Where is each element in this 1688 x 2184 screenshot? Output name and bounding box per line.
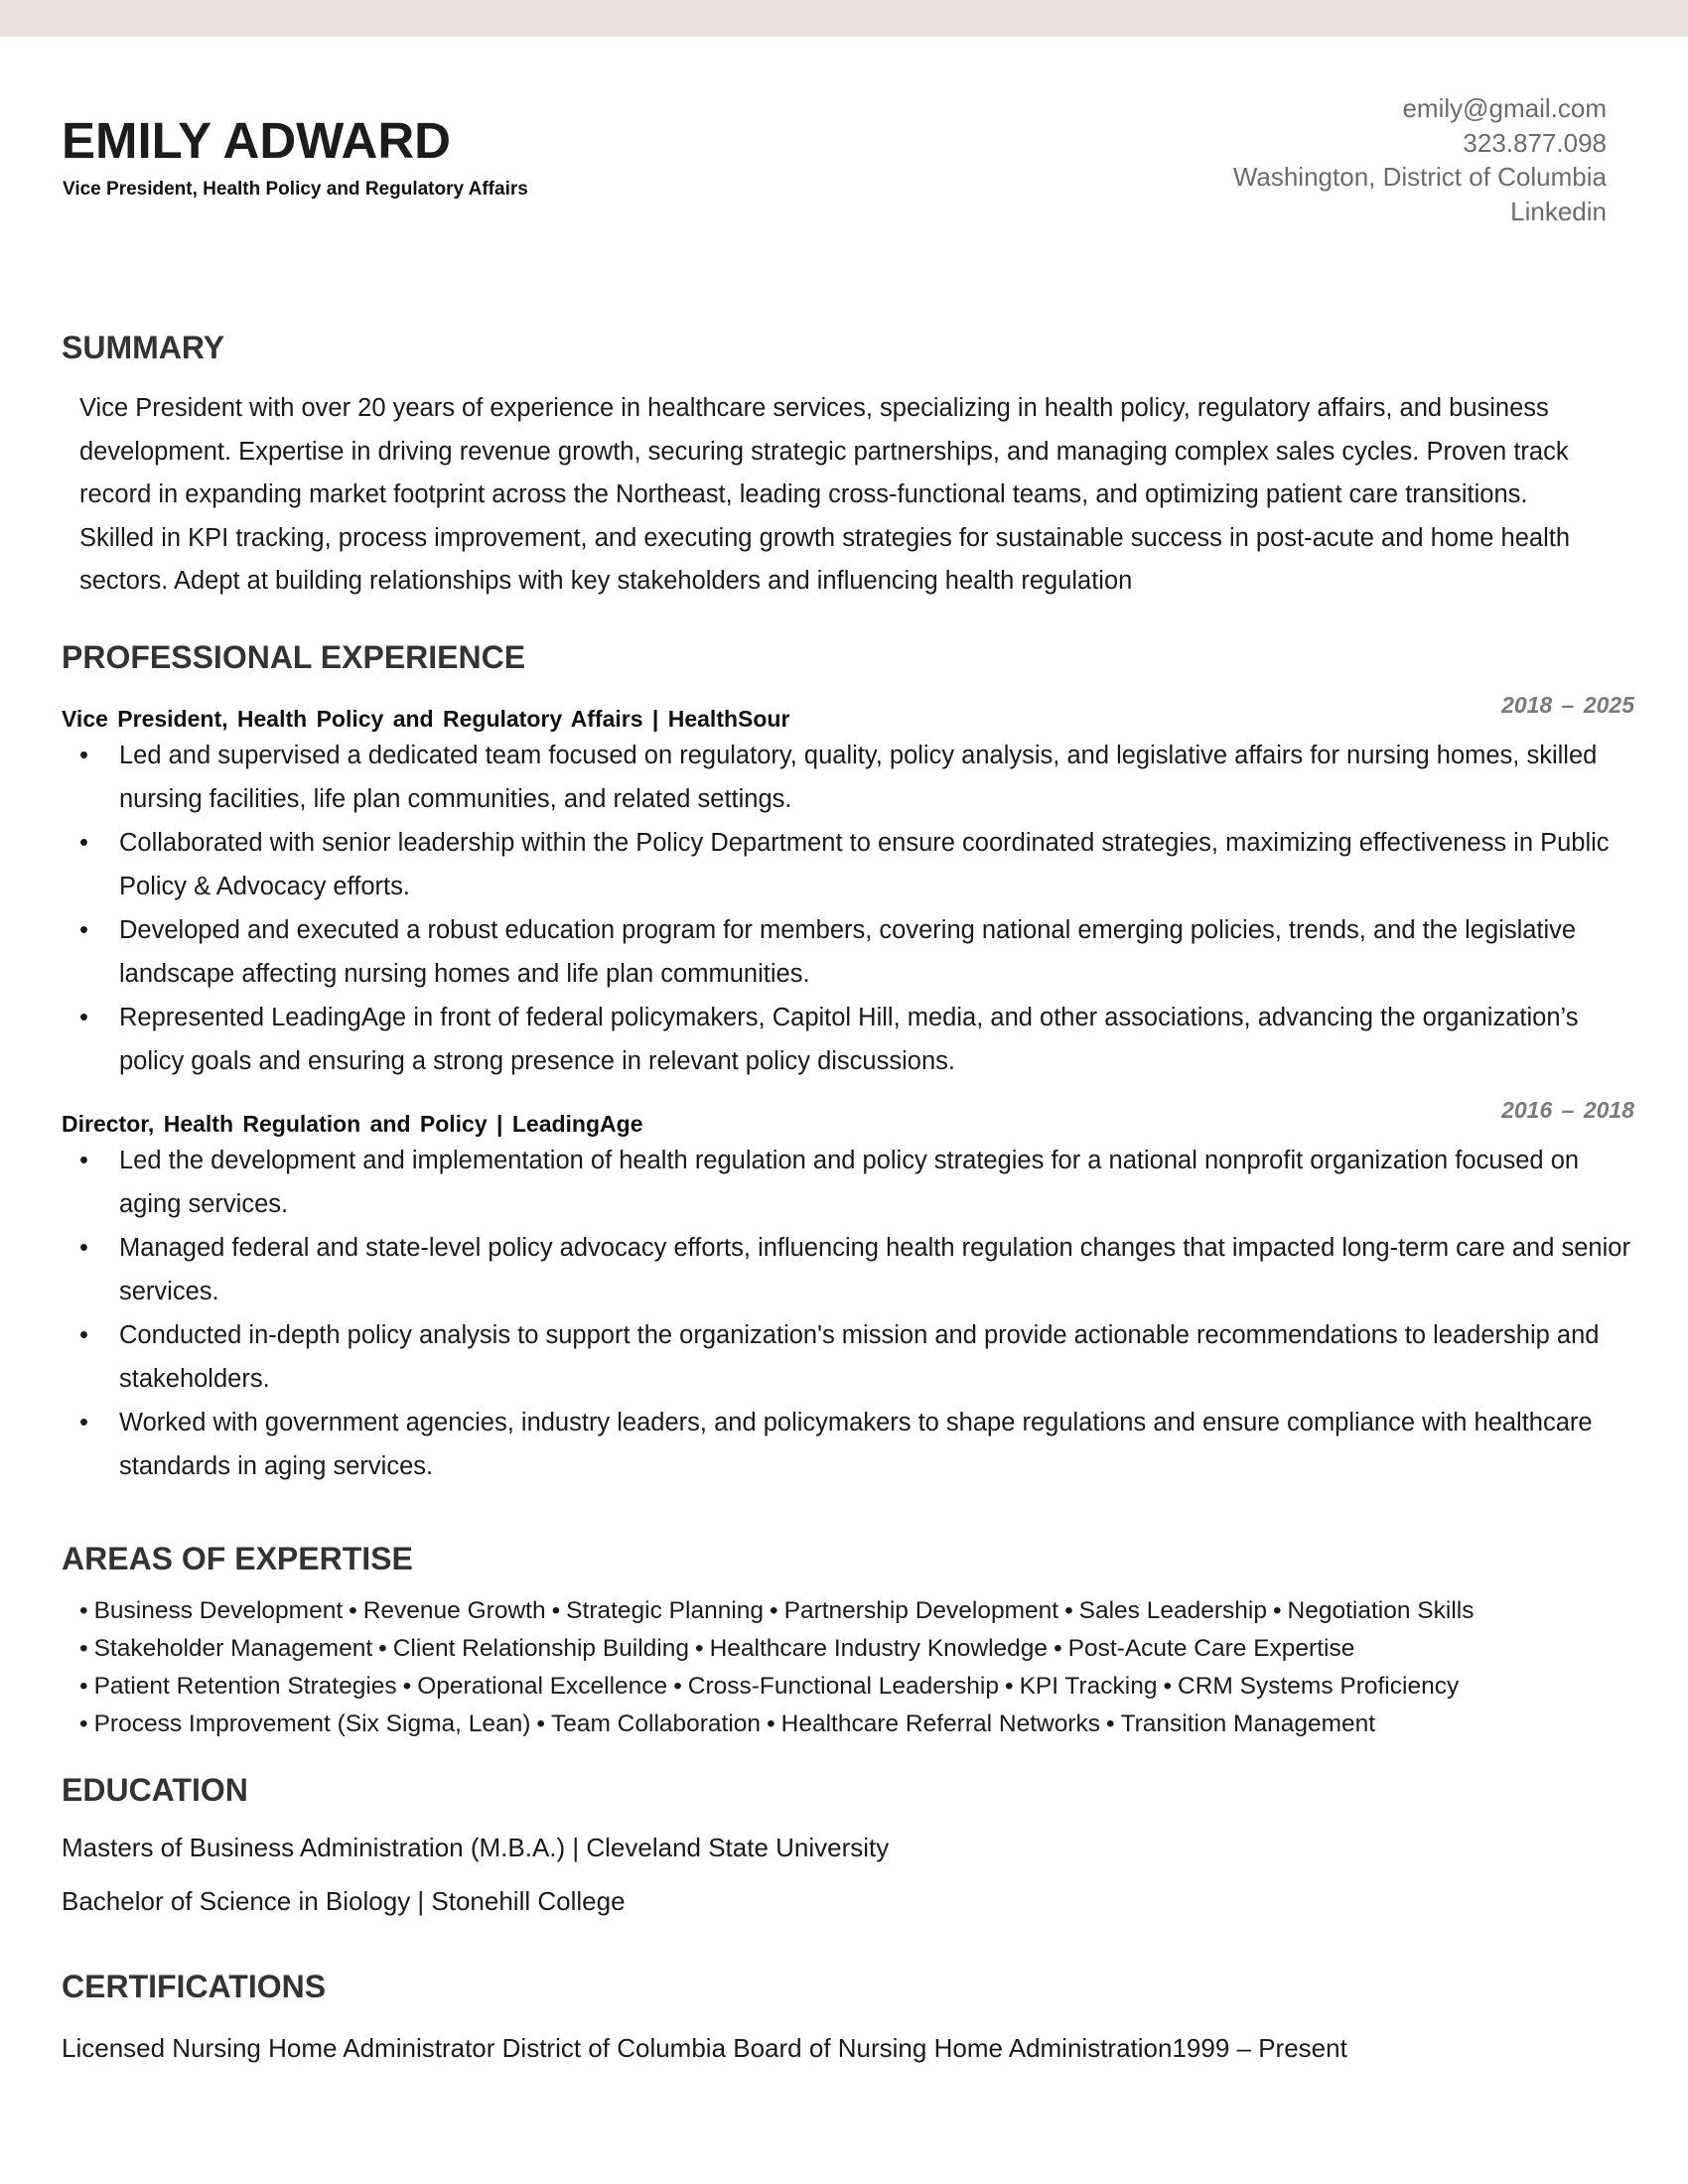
education-item: Bachelor of Science in Biology | Stonehill College [62,1886,626,1916]
summary-text: Vice President with over 20 years of experience in healthcare services, specializing in health policy, regulatory affairs, and business development. Expertise in driving revenue growth, securing strategic partnerships, and managing complex sales cycles. Proven track record in expanding market footprint across the Northeast, leading cross-functional teams, and optimizing patient care transitions. Skilled in KPI tracking, process improvement, and executing growth strategies for sustainable success in post-acute and home health sectors. Adept at building relationships with key stakeholders and influencing health regulation [79,394,1571,595]
job-header [62,1097,1634,1139]
job-bullet: • Collaborated with senior leadership within the Policy Department to ensure coordinated strategies, maximizing effectiveness in Public Policy & Advocacy efforts. [62,821,1630,908]
expertise-item: Transition Management [1120,1710,1376,1737]
expertise-item: Negotiation Skills [1287,1597,1475,1624]
contact-block [1011,91,1607,228]
bullet-dot-icon: • [79,916,88,944]
expertise-heading: AREAS OF EXPERTISE [62,1541,413,1576]
bullet-dot-icon: • [770,1597,778,1624]
expertise-item: Business Development [93,1597,344,1624]
expertise-row [79,1630,1648,1668]
bullet-dot-icon: • [551,1597,561,1624]
expertise-item: Stakeholder Management [93,1635,373,1662]
candidate-headline: Vice President, Health Policy and Regulatory Affairs [63,179,528,200]
job-entry [62,692,1634,1083]
expertise-item: KPI Tracking [1019,1673,1158,1700]
expertise-item: Process Improvement (Six Sigma, Lean) [93,1710,531,1737]
bullet-dot-icon: • [79,1635,88,1662]
bullet-dot-icon: • [402,1673,412,1700]
bullet-dot-icon: • [79,1234,88,1262]
candidate-name: EMILY ADWARD [62,112,451,169]
expertise-item: Sales Leadership [1078,1597,1267,1624]
bullet-dot-icon: • [1105,1710,1115,1737]
bullet-dot-icon: • [1004,1673,1014,1700]
bullet-dot-icon: • [673,1673,682,1700]
bullet-dot-icon: • [79,1004,88,1031]
job-bullet: • Led the development and implementation of health regulation and policy strategies for a national nonprofit organization focused on aging services. [62,1139,1630,1226]
summary-heading: SUMMARY [62,330,225,365]
expertise-item: Operational Excellence [417,1673,668,1700]
job-entry [62,1097,1634,1488]
expertise-item: Healthcare Referral Networks [780,1710,1100,1737]
expertise-item: Partnership Development [783,1597,1059,1624]
expertise-item: Healthcare Industry Knowledge [709,1635,1049,1662]
bullet-dot-icon: • [79,1597,88,1624]
bullet-dot-icon: • [79,1673,88,1700]
bullet-dot-icon: • [536,1710,545,1737]
expertise-row [79,1668,1648,1706]
bullet-dot-icon: • [1054,1635,1062,1662]
expertise-row [79,1706,1648,1743]
expertise-item: Team Collaboration [550,1710,762,1737]
job-bullet: • Conducted in-depth policy analysis to support the organization's mission and provide actionable recommendations to leadership and stakeholders. [62,1313,1630,1401]
job-dates: 2018 – 2025 [1501,692,1634,718]
job-bullet: • Worked with government agencies, industry leaders, and policymakers to shape regulations and ensure compliance with healthcare standards in aging services. [62,1401,1630,1488]
bullet-dot-icon: • [1064,1597,1073,1624]
expertise-item: CRM Systems Proficiency [1178,1673,1460,1700]
job-bullet: • Represented LeadingAge in front of federal policymakers, Capitol Hill, media, and other associations, advancing the organization’s policy goals and ensuring a strong presence in relevant policy discussions. [62,996,1630,1083]
bullet-dot-icon: • [767,1710,775,1737]
expertise-item: Revenue Growth [362,1597,546,1624]
expertise-row [79,1592,1648,1630]
contact-location: Washington, District of Columbia [1232,162,1607,192]
contact-email[interactable]: emily@gmail.com [1402,93,1607,123]
bullet-dot-icon: • [79,742,88,769]
bullet-dot-icon: • [1272,1597,1282,1624]
job-role: Director, Health Regulation and Policy [62,1111,488,1137]
job-header [62,692,1634,734]
bullet-dot-icon: • [1163,1673,1173,1700]
expertise-item: Client Relationship Building [392,1635,689,1662]
expertise-item: Post-Acute Care Expertise [1067,1635,1355,1662]
job-separator: | [651,706,659,732]
bullet-dot-icon: • [378,1635,387,1662]
job-bullet-list [62,1139,1630,1488]
job-dates: 2016 – 2018 [1501,1097,1634,1123]
certification-item: Licensed Nursing Home Administrator District of Columbia Board of Nursing Home Administration1999 – Present [62,2033,1347,2063]
bullet-dot-icon: • [79,1147,88,1174]
bullet-dot-icon: • [79,1710,88,1737]
bullet-dot-icon: • [79,1321,88,1349]
job-bullet: • Managed federal and state-level policy advocacy efforts, influencing health regulation changes that impacted long-term care and senior services. [62,1226,1630,1313]
job-company: LeadingAge [511,1111,643,1137]
expertise-list [79,1592,1648,1743]
job-bullet: • Developed and executed a robust education program for members, covering national emerging policies, trends, and the legislative landscape affecting nursing homes and life plan communities. [62,908,1630,996]
job-bullet-list [62,734,1630,1083]
experience-heading: PROFESSIONAL EXPERIENCE [62,639,526,675]
certifications-heading: CERTIFICATIONS [62,1969,327,2004]
education-heading: EDUCATION [62,1772,248,1808]
job-role: Vice President, Health Policy and Regulatory Affairs [62,706,643,732]
education-item: Masters of Business Administration (M.B.A.) | Cleveland State University [62,1833,890,1862]
bullet-dot-icon: • [349,1597,357,1624]
contact-phone: 323.877.098 [1463,127,1607,158]
bullet-dot-icon: • [79,1409,88,1436]
job-bullet: • Led and supervised a dedicated team focused on regulatory, quality, policy analysis, and legislative affairs for nursing homes, skilled nursing facilities, life plan communities, and related settings. [62,734,1630,821]
bullet-dot-icon: • [79,829,88,857]
expertise-item: Cross-Functional Leadership [687,1673,999,1700]
contact-linkedin-link[interactable]: Linkedin [1510,196,1607,226]
expertise-item: Strategic Planning [566,1597,765,1624]
expertise-item: Patient Retention Strategies [93,1673,397,1700]
bullet-dot-icon: • [695,1635,704,1662]
job-company: HealthSour [667,706,790,732]
job-separator: | [496,1111,503,1137]
